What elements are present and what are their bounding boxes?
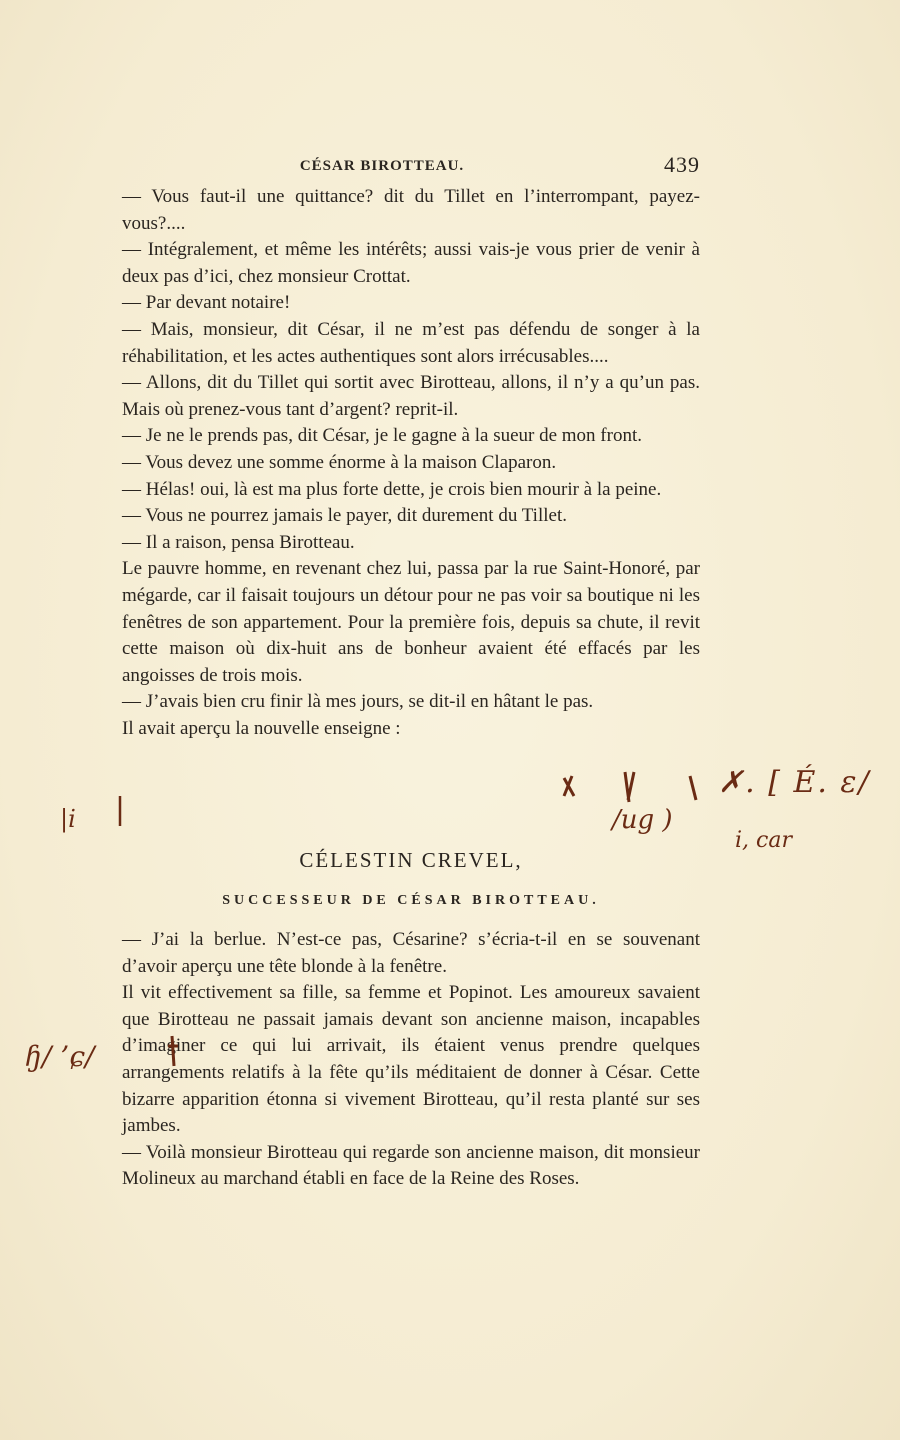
paragraph: — Voilà monsieur Birotteau qui regarde son ancienne maison, dit monsieur Molineux au marchand établi en face de la Reine des Roses. (122, 1141, 700, 1190)
paragraph: Il vit effectivement sa fille, sa femme et Popinot. Les amoureux savaient que Birotteau ne passait jamais devant son ancienne maison, incapables d’imaginer ce qui lui arrivait, ils étaient venus prendre quelques arrangements relatifs à la fête qu’ils méditaient de donner à César. Cette bizarre apparition étonna si vivement Birotteau, qu’il resta planté sur ses jambes. (122, 982, 700, 1137)
paragraph: — Mais, monsieur, dit César, il ne m’est pas défendu de songer à la réhabilitation, et les actes authentiques sont alors irrécusables.... (122, 318, 700, 367)
annotation-inline: /ug ) (612, 805, 673, 835)
paragraph: — Vous devez une somme énorme à la maison Claparon. (122, 451, 557, 473)
shop-sign-name: CÉLESTIN CREVEL, (299, 848, 523, 872)
annotation-right-margin-2: i, car (735, 828, 792, 853)
paragraph: — Je ne le prends pas, dit César, je le gagne à la sueur de mon front. (122, 425, 642, 447)
paragraph: — Vous faut-il une quittance? dit du Tillet en l’interrompant, payez-vous?.... (122, 186, 700, 234)
annotation-left-margin-2: ɧ/ ’ɕ/ (24, 1040, 95, 1073)
page-number: 439 (664, 152, 700, 177)
paragraph: — J’avais bien cru finir là mes jours, se dit-il en hâtant le pas. (122, 691, 594, 713)
paragraph: — Hélas! oui, là est ma plus forte dette, je crois bien mourir à la peine. (122, 478, 662, 500)
paragraph: — Il a raison, pensa Birotteau. (122, 531, 355, 553)
annotation-right-margin: ✗. [ É. ɛ/ (718, 765, 871, 800)
paragraph: Il avait aperçu la nouvelle enseigne : (122, 717, 401, 739)
running-head: CÉSAR BIROTTEAU. (299, 158, 465, 174)
paragraph: — Vous ne pourrez jamais le payer, dit durement du Tillet. (122, 505, 567, 527)
paragraph: — Intégralement, et même les intérêts; aussi vais-je vous prier de venir à deux pas d’ici, chez monsieur Crottat. (122, 239, 700, 287)
paragraph: — J’ai la berlue. N’est-ce pas, Césarine? s’écria-t-il en se souvenant d’avoir aperçu une tête blonde à la fenêtre. (122, 929, 700, 977)
shop-sign-subtitle: SUCCESSEUR DE CÉSAR BIROTTEAU. (222, 893, 600, 908)
paragraph: — Allons, dit du Tillet qui sortit avec Birotteau, allons, il n’y a qu’un pas. Mais où prenez-vous tant d’argent? reprit-il. (122, 372, 700, 420)
paragraph: — Par devant notaire! (122, 292, 291, 314)
annotation-left-margin: |i (60, 805, 76, 833)
paragraph: Le pauvre homme, en revenant chez lui, passa par la rue Saint-Honoré, par mégarde, car il faisait toujours un détour pour ne pas voir sa boutique ni les fenêtres de son appartement. Pour la première fois, depuis sa chute, il revit cette maison où dix-huit ans de bonheur avaient été effacés par les angoisses de trois mois. (122, 558, 700, 686)
